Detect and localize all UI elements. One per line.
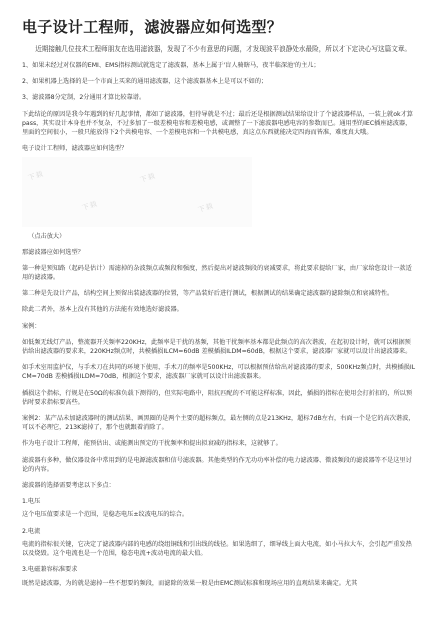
paragraph: 电流的指标很关键，它决定了滤波器内部的电感的绕组铜线和引出线的线径。如果选细了，细导线上面大电流，如小马拉大车，会引起严重发热以及烧毁。这个电流也是一个范围，稳态电流+波动电流的最大值。 [22,540,412,558]
paragraph: 除此二者外，基本上没有其他的方法能有效地选好滤波器。 [22,306,183,314]
list-item: 1、如果未经过对仪器的EMI、EMS指标测试就选定了滤波器，基本上属于'盲人骑瞎马，夜半临深池'的主儿； [22,62,320,69]
list-item: 2、如果机器上选择的是一个市面上买来的通用滤波器，这个滤波器基本上是可以不如的； [22,78,268,86]
watermark: 下载 [81,200,99,213]
article-image[interactable] [22,157,252,227]
paragraph: 滤波器有多种，做仪器设备中常用到的是电源滤波器和信号滤波器。其他类型的作无功功率补偿的电力滤波器、微波频段的滤波器等不是这里讨论的内容。 [22,456,412,473]
paragraph: 作为电子设计工程师，能预估出、或能测出预定的干扰频率和提出拟衰减的指标来，这就够了。 [22,440,282,448]
article-body [22,44,416,595]
case-label: 案例： [22,322,41,330]
paragraph: 这个电压值要求是一个范围，是稳态电压±纹波电压的综合。 [22,511,189,519]
paragraph: 下此结论的原因是我今年遇到的好几起事情，都如了滤波器，但待导就是不过；最后还是根据测试结果给设计了个滤波器样品，一装上就ok才算pass，其实设计本身也并不复杂，不过多加了一级差模电容和差模电感，或调整了一下滤波器电感电容的参数而已。通用型的IEC插座滤波器，里面的空间很小，一般只能放得下2个共模电容、一个差模电容和一个共模电感，真这点东西就能决定四海而皆准，难度真大哦。 [22,110,413,137]
paragraph: 插损这个指标，行规是在50Ω的标准负载下测得的，但实际电路中，阻抗匹配的不可能这样标准，因此，插损的指标在使用会打折扣的，所以预估时要求指标要高些。 [22,389,413,406]
section-heading: 3.电磁兼容标准要求 [22,566,78,574]
section-heading: 2.电流 [22,527,41,535]
paragraph: 如低频无线灯产品，整流器开关频率220KHz，此频率是干扰的基频，其他干扰频率基本都是此频点的高次谐波，在起初设计时，就可以根据预估给出滤波器的要求来，220KHz频点时，共模插损ILCM=60dB 差模插损ILDM=60dB，根据这个要求，滤波器厂家就可以设计出滤波器来。 [22,338,412,356]
page-title: 电子设计工程师，滤波器应如何选型？ [22,18,283,36]
list-item: 3、滤波器8分定制，2分通用才算比较靠谱。 [22,94,146,102]
question: 那滤波器应如何选型？ [22,248,84,256]
paragraph: 第二种是先设计产品，结构空间上预留出装滤波器的位置，等产品装好后进行测试，根据测试的结果确定滤波器的滤除频点和衰减特性。 [22,290,394,298]
intro-paragraph: 近期接触几位技术工程师朋友在选用滤波器，发现了不少有意思的问题，才发现波平浪静处水最险，所以才下定决心写这篇文章。 [35,45,412,53]
figure-title: 电子设计工程师，滤波器应如何选型？ [22,145,128,153]
paragraph: 案例2：某产品未加滤波器时的测试结果，画黑圈的是两个主要的超标频点，最左侧的点是213KHz，超标7dB左右，右面一个是它的高次谐波，可以不必理它，213K滤掉了，那个也就跟着消除了。 [22,415,415,432]
watermark: 下载 [139,172,157,185]
section-heading: 1.电压 [22,498,41,506]
paragraph: 如手术室用监护仪，与手术刀在共同的环境下使用，手术刀的频率是500KHz，可以根据预估给出对滤波器的要求，500KHz频点时，共模插损ILCM=70dB 差模插损ILDM=70dB，根据这个要求，滤波器厂家就可以设计出滤波器来。 [22,364,416,381]
zoom-caption[interactable]: （点击放大） [28,233,66,241]
paragraph: 既然是滤波器，为的就是滤掉一些不想要的频段，而滤除的效果一般是由EMC测试标准和现场应用的直观结果来确定。尤其 [22,579,358,587]
paragraph: 滤波器的选择需要考虑以下多点： [22,482,115,490]
watermark: 下载 [197,202,215,215]
paragraph: 第一种是预知路（起码是估计）需滤掉的杂波频点或频段和强度，然后提出对滤波频段的衰减要求，将此要求提给厂家，由厂家给您设计一款适用的滤波器。 [22,264,412,282]
watermark: 下载 [27,170,45,183]
